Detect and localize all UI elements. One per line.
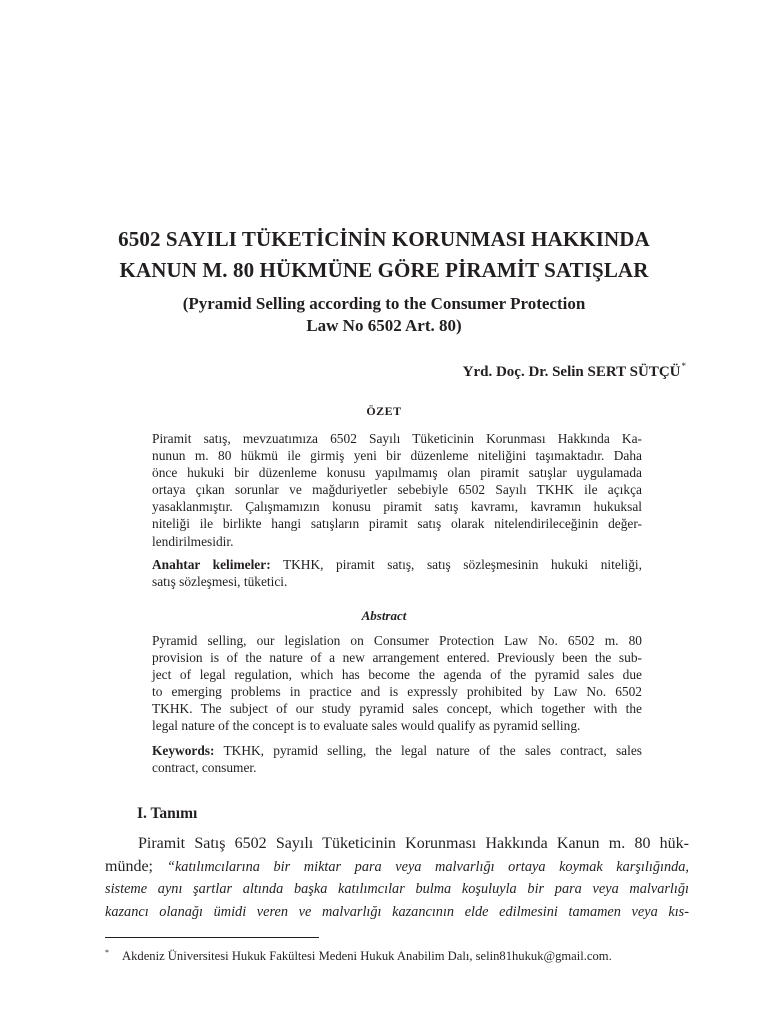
body-text-italic: “katılımcılarına bir miktar para veya malvarlığı ortaya koymak karşılığında, <box>167 858 689 875</box>
ozet-paragraph <box>152 430 642 550</box>
keywords-line <box>152 556 642 573</box>
english-keywords <box>152 742 642 776</box>
body-line <box>105 901 689 924</box>
section-body <box>105 833 689 923</box>
article-subtitle <box>80 293 688 337</box>
ozet-line: ortaya çıkan sorunlar ve mağduriyetler sebebiyle 6502 Sayılı TKHK ile açıkça <box>152 482 642 498</box>
ozet-line: lendirilmesidir. <box>152 533 234 549</box>
footnote-text: Akdeniz Üniversitesi Hukuk Fakültesi Medeni Hukuk Anabilim Dalı, selin81hukuk@gmail.com. <box>122 949 612 963</box>
footnote-divider <box>105 937 319 938</box>
abstract-line: to emerging problems in practice and is expressly prohibited by Law No. 6502 <box>152 684 642 700</box>
abstract-line: Pyramid selling, our legislation on Consumer Protection Law No. 6502 m. 80 <box>152 633 642 648</box>
keywords-line <box>152 742 642 759</box>
body-text-italic: kazancı olanağı ümidi veren ve malvarlığı kazancının elde edilmesini tamamen veya kıs- <box>105 903 689 920</box>
author-name: Yrd. Doç. Dr. Selin SERT SÜTÇÜ <box>462 364 681 380</box>
ozet-heading: ÖZET <box>366 404 402 418</box>
keywords-line: satış sözleşmesi, tüketici. <box>152 574 288 590</box>
turkish-keywords <box>152 556 642 590</box>
ozet-line: nunun m. 80 hükmü ile girmiş yeni bir düzenleme niteliğini taşımaktadır. Daha <box>152 448 642 464</box>
ozet-line: yasaklanmıştır. Çalışmamızın konusu piramit satış kavramı, kavramın hukuksal <box>152 499 642 515</box>
abstract-line: ject of legal regulation, which has become the agenda of the pyramid sales due <box>152 667 642 683</box>
ozet-line: önce hukuki bir düzenleme konusu yapılmamış olan piramit satışlar uygulamada <box>152 465 642 481</box>
keywords-label: Anahtar kelimeler: <box>152 557 271 572</box>
body-text-italic: sisteme aynı şartlar altında başka katılımcılar bulma koşuluyla bir para veya malvarlığı <box>105 881 689 897</box>
footnote-mark: * <box>105 948 109 957</box>
ozet-line: Piramit satış, mevzuatımıza 6502 Sayılı Tüketicinin Korunması Hakkında Ka- <box>152 431 642 446</box>
title-line-2: KANUN M. 80 HÜKMÜNE GÖRE PİRAMİT SATIŞLAR <box>119 258 649 282</box>
body-text-plain: münde; <box>105 857 167 875</box>
ozet-line: niteliği ile birlikte hangi satışların piramit satış olarak nitelendirileceğinin değer- <box>152 516 642 532</box>
author-footnote-mark: * <box>681 361 686 371</box>
article-title <box>60 224 708 286</box>
body-line <box>105 878 689 901</box>
abstract-paragraph <box>152 632 642 735</box>
abstract-line: provision is of the nature of a new arrangement entered. Previously been the sub- <box>152 650 642 666</box>
subtitle-line-2: Law No 6502 Art. 80) <box>306 316 462 335</box>
keywords-line: contract, consumer. <box>152 760 257 776</box>
author-line <box>463 356 686 382</box>
footnote <box>105 944 705 965</box>
abstract-heading: Abstract <box>361 608 407 623</box>
body-line: Piramit Satış 6502 Sayılı Tüketicinin Korunması Hakkında Kanun m. 80 hük- <box>138 835 689 852</box>
abstract-line: legal nature of the concept is to evaluate sales would qualify as pyramid selling. <box>152 718 581 734</box>
abstract-line: TKHK. The subject of our study pyramid sales concept, which together with the <box>152 701 642 717</box>
section-heading: I. Tanımı <box>137 805 198 822</box>
keywords-text: TKHK, piramit satış, satış sözleşmesinin hukuki niteliği, <box>270 557 642 572</box>
keywords-label: Keywords: <box>152 743 215 758</box>
body-line <box>105 856 689 879</box>
subtitle-line-1: (Pyramid Selling according to the Consumer Protection <box>182 294 586 313</box>
title-line-1: 6502 SAYILI TÜKETİCİNİN KORUNMASI HAKKINDA <box>118 227 650 251</box>
keywords-text: TKHK, pyramid selling, the legal nature of the sales contract, sales <box>214 743 642 758</box>
